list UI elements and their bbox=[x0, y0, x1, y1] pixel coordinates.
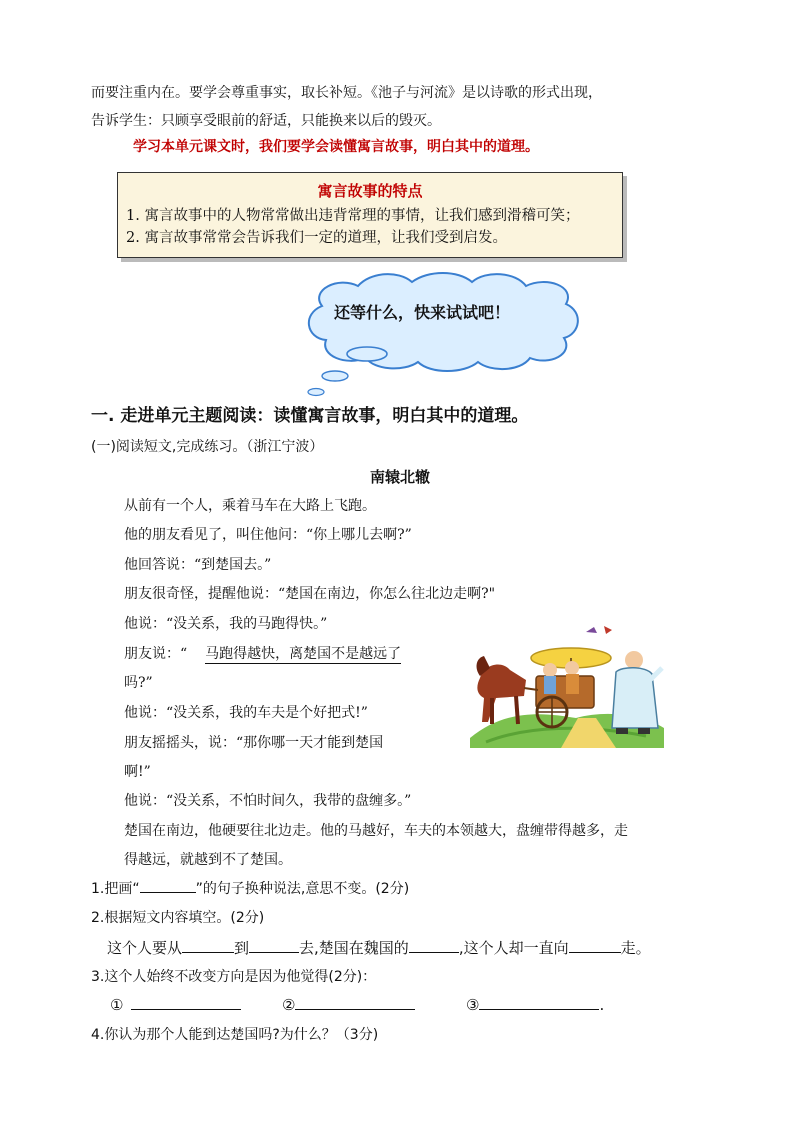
story-para: 吗?” bbox=[124, 675, 153, 691]
q3-marker: ③ bbox=[466, 996, 480, 1014]
q2-blank-heading[interactable] bbox=[569, 938, 621, 953]
story-para: 他的朋友看见了，叫住他问：“你上哪儿去啊?” bbox=[124, 527, 412, 543]
q1-underline-sample bbox=[140, 878, 196, 893]
story-para: 从前有一个人，乘着马车在大路上飞跑。 bbox=[124, 498, 376, 514]
fable-features-title: 寓言故事的特点 bbox=[317, 182, 423, 200]
story-para: 朋友很奇怪，提醒他说：“楚国在南边，你怎么往北边走啊?" bbox=[124, 586, 496, 602]
q2-blank-from[interactable] bbox=[182, 938, 234, 953]
q2-text: 去,楚国在魏国的 bbox=[299, 939, 409, 957]
fable-feature-2: 2. 寓言故事常常会告诉我们一定的道理，让我们受到启发。 bbox=[126, 230, 507, 246]
section-heading: 一. 走进单元主题阅读：读懂寓言故事，明白其中的道理。 bbox=[91, 406, 529, 426]
story-para: 他回答说：“到楚国去。” bbox=[124, 557, 272, 573]
q2-blank-direction[interactable] bbox=[409, 938, 459, 953]
question-1 bbox=[91, 878, 409, 898]
unit-goal-line: 学习本单元课文时，我们要学会读懂寓言故事，明白其中的道理。 bbox=[133, 139, 539, 155]
question-4: 4.你认为那个人能到达楚国吗?为什么？（3分) bbox=[91, 1027, 379, 1043]
fable-feature-1: 1. 寓言故事中的人物常常做出违背常理的事情，让我们感到滑稽可笑； bbox=[126, 208, 580, 224]
fable-features-box bbox=[117, 172, 623, 258]
story-title: 南辕北辙 bbox=[370, 468, 431, 486]
story-para: 他说：“没关系，不怕时间久，我带的盘缠多。” bbox=[124, 793, 412, 809]
q3-blank-3[interactable] bbox=[479, 995, 599, 1010]
q3-blank-2[interactable] bbox=[295, 995, 415, 1010]
story-para: 他说：“没关系，我的车夫是个好把式!” bbox=[124, 705, 368, 721]
question-1-text: 1.把画“ bbox=[91, 881, 140, 897]
intro-line-1: 而要注重内在。要学会尊重事实，取长补短。《池子与河流》是以诗歌的形式出现， bbox=[91, 85, 602, 101]
question-3: 3.这个人始终不改变方向是因为他觉得(2分)： bbox=[91, 969, 377, 985]
chariot-illustration-icon bbox=[466, 618, 666, 748]
question-2: 2.根据短文内容填空。(2分) bbox=[91, 910, 265, 926]
question-2-blanks bbox=[107, 937, 651, 958]
thought-cloud-icon bbox=[280, 268, 600, 398]
q3-marker: ① bbox=[110, 996, 124, 1014]
q3-answer-3 bbox=[466, 995, 604, 1014]
q2-text: 走。 bbox=[620, 939, 651, 957]
story-para: 他说：“没关系，我的马跑得快。” bbox=[124, 616, 328, 632]
story-para: 朋友摇摇头，说：“那你哪一天才能到楚国 bbox=[124, 735, 384, 751]
q3-answer-1 bbox=[110, 995, 241, 1014]
q3-marker: ② bbox=[282, 996, 296, 1014]
story-para: 得越远，就越到不了楚国。 bbox=[124, 852, 292, 868]
sub-heading: (一)阅读短文,完成练习。（浙江宁波） bbox=[91, 439, 324, 455]
q2-blank-to[interactable] bbox=[249, 938, 299, 953]
story-para: 楚国在南边，他硬要往北边走。他的马越好，车夫的本领越大，盘缠带得越多，走 bbox=[124, 823, 628, 839]
q2-text: 到 bbox=[234, 939, 250, 957]
question-1-text: ”的句子换种说法,意思不变。(2分) bbox=[195, 881, 410, 897]
q3-marker: . bbox=[599, 996, 605, 1014]
q2-text: ,这个人却一直向 bbox=[458, 939, 569, 957]
story-para: 啊!” bbox=[124, 764, 151, 780]
q3-answer-2 bbox=[282, 995, 415, 1014]
q3-blank-1[interactable] bbox=[131, 995, 241, 1010]
intro-line-2: 告诉学生：只顾享受眼前的舒适，只能换来以后的毁灭。 bbox=[91, 113, 441, 129]
underlined-sentence: 马跑得越快，离楚国不是越远了 bbox=[205, 643, 401, 664]
q2-text: 这个人要从 bbox=[107, 939, 183, 957]
story-para bbox=[124, 643, 401, 664]
cloud-text: 还等什么，快来试试吧！ bbox=[334, 303, 511, 322]
story-text: 朋友说：“ bbox=[124, 646, 188, 662]
